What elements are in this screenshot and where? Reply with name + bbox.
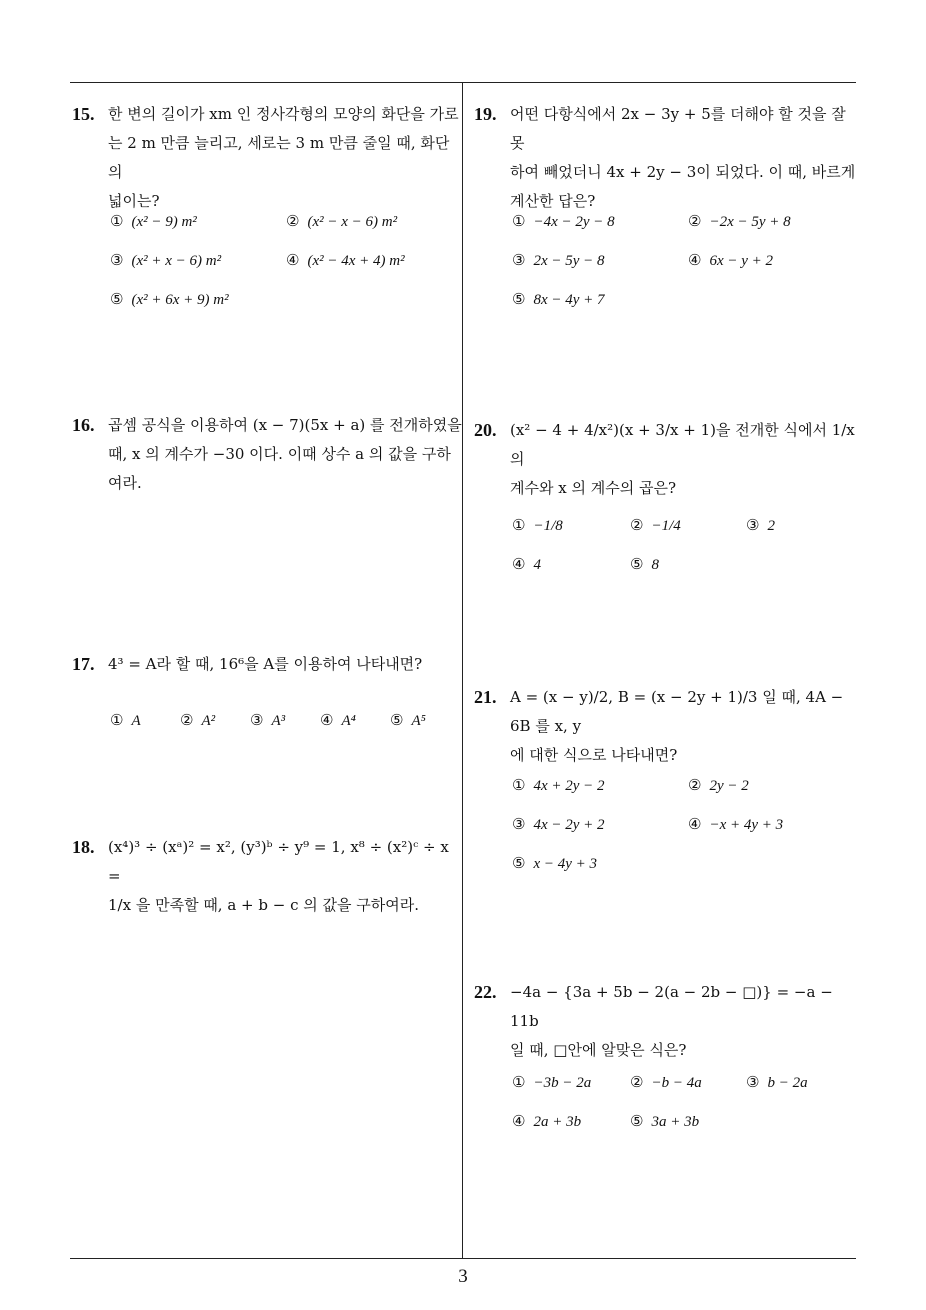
choice-mark: ④ <box>688 251 702 269</box>
question-19 <box>474 100 860 216</box>
top-rule <box>70 82 856 83</box>
option-3[interactable] <box>512 815 605 834</box>
option-4[interactable] <box>688 251 773 270</box>
choice-expression: 2x − 5y − 8 <box>533 253 605 269</box>
choice-expression: −4x − 2y − 8 <box>533 214 615 230</box>
choice-expression: (x² + x − 6) m² <box>131 253 222 269</box>
option-5[interactable] <box>512 290 605 309</box>
choice-expression: A² <box>201 713 216 729</box>
question-18 <box>72 833 462 920</box>
stem-line: 여라. <box>108 474 142 492</box>
stem-line: 1/x 을 만족할 때, a + b − c 의 값을 구하여라. <box>108 896 420 914</box>
option-3[interactable] <box>110 251 221 270</box>
choice-expression: b − 2a <box>767 1075 808 1091</box>
choice-expression: 4x − 2y + 2 <box>533 817 605 833</box>
choice-expression: −1/8 <box>533 518 563 534</box>
option-2[interactable] <box>286 212 397 231</box>
choice-expression: −b − 4a <box>651 1075 702 1091</box>
option-4[interactable] <box>688 815 783 834</box>
question-stem <box>510 416 860 503</box>
question-21 <box>474 683 860 770</box>
option-5[interactable] <box>630 1112 699 1131</box>
choice-mark: ③ <box>746 1073 760 1091</box>
question-15 <box>72 100 462 216</box>
question-number: 17. <box>72 654 95 674</box>
option-1[interactable] <box>512 516 563 535</box>
choice-mark: ⑤ <box>390 711 404 729</box>
choice-mark: ⑤ <box>110 290 124 308</box>
stem-line: 계산한 답은? <box>510 192 596 210</box>
stem-line: (x² − 4 + 4/x²)(x + 3/x + 1)을 전개한 식에서 1/x 의 <box>510 421 855 468</box>
choice-mark: ② <box>630 516 644 534</box>
question-number: 16. <box>72 415 95 435</box>
option-2[interactable] <box>180 711 215 730</box>
choice-expression: 4 <box>533 557 541 573</box>
choice-expression: −3b − 2a <box>533 1075 592 1091</box>
stem-line: 곱셈 공식을 이용하여 (x − 7)(5x + a) 를 전개하였을 <box>108 416 462 434</box>
choice-expression: 3a + 3b <box>651 1114 700 1130</box>
choice-expression: (x² − x − 6) m² <box>307 214 398 230</box>
option-3[interactable] <box>512 251 605 270</box>
stem-line: 한 변의 길이가 xm 인 정사각형의 모양의 화단을 가로 <box>108 105 459 123</box>
choice-expression: −1/4 <box>651 518 681 534</box>
choice-mark: ③ <box>746 516 760 534</box>
bottom-rule <box>70 1258 856 1259</box>
option-2[interactable] <box>630 1073 702 1092</box>
choice-mark: ① <box>512 1073 526 1091</box>
option-5[interactable] <box>110 290 229 309</box>
option-1[interactable] <box>512 212 615 231</box>
question-number: 20. <box>474 420 497 440</box>
choice-expression: 6x − y + 2 <box>709 253 774 269</box>
option-3[interactable] <box>746 1073 808 1092</box>
stem-line: 일 때, □안에 알맞은 식은? <box>510 1041 687 1059</box>
choice-mark: ⑤ <box>512 290 526 308</box>
question-stem <box>108 100 462 216</box>
choice-mark: ⑤ <box>512 854 526 872</box>
question-number: 22. <box>474 982 497 1002</box>
question-stem <box>510 100 860 216</box>
choice-expression: A⁵ <box>411 713 426 729</box>
choice-expression: A <box>131 713 141 729</box>
choice-mark: ③ <box>512 251 526 269</box>
choice-mark: ③ <box>110 251 124 269</box>
option-5[interactable] <box>512 854 597 873</box>
stem-line: 넓이는? <box>108 192 160 210</box>
option-1[interactable] <box>110 212 197 231</box>
choice-mark: ① <box>512 516 526 534</box>
question-20 <box>474 416 860 503</box>
choice-expression: A³ <box>271 713 286 729</box>
option-1[interactable] <box>512 776 605 795</box>
choice-mark: ⑤ <box>630 555 644 573</box>
question-stem <box>108 650 462 679</box>
choice-mark: ④ <box>320 711 334 729</box>
question-17 <box>72 650 462 679</box>
choice-mark: ② <box>286 212 300 230</box>
choice-mark: ① <box>512 212 526 230</box>
choice-expression: 4x + 2y − 2 <box>533 778 605 794</box>
choice-mark: ⑤ <box>630 1112 644 1130</box>
option-2[interactable] <box>630 516 681 535</box>
choice-mark: ① <box>110 212 124 230</box>
question-stem <box>510 683 860 770</box>
question-number: 19. <box>474 104 497 124</box>
option-5[interactable] <box>630 555 659 574</box>
stem-line: 에 대한 식으로 나타내면? <box>510 746 678 764</box>
choice-expression: (x² − 4x + 4) m² <box>307 253 405 269</box>
choice-mark: ② <box>688 212 702 230</box>
page-number: 3 <box>458 1266 468 1287</box>
choice-mark: ④ <box>688 815 702 833</box>
choice-mark: ① <box>110 711 124 729</box>
option-1[interactable] <box>110 711 141 730</box>
column-divider <box>462 82 463 1258</box>
choice-expression: 8 <box>651 557 659 573</box>
stem-line: 4³ = A라 할 때, 16⁶을 A를 이용하여 나타내면? <box>108 655 423 673</box>
stem-line: 계수와 x 의 계수의 곱은? <box>510 479 676 497</box>
choice-expression: A⁴ <box>341 713 356 729</box>
stem-line: 하여 빼었더니 4x + 2y − 3이 되었다. 이 때, 바르게 <box>510 163 856 181</box>
option-5[interactable] <box>390 711 426 730</box>
choice-expression: −2x − 5y + 8 <box>709 214 791 230</box>
choice-expression: 2y − 2 <box>709 778 749 794</box>
choice-mark: ④ <box>512 1112 526 1130</box>
stem-line: −4a − {3a + 5b − 2(a − 2b − □)} = −a − 11b <box>510 983 833 1030</box>
option-4[interactable] <box>512 1112 581 1131</box>
option-4[interactable] <box>286 251 405 270</box>
choice-expression: (x² + 6x + 9) m² <box>131 292 229 308</box>
option-2[interactable] <box>688 212 791 231</box>
option-3[interactable] <box>746 516 775 535</box>
choice-mark: ③ <box>512 815 526 833</box>
choice-expression: 2 <box>767 518 775 534</box>
option-1[interactable] <box>512 1073 591 1092</box>
stem-line: 어떤 다항식에서 2x − 3y + 5를 더해야 할 것을 잘못 <box>510 105 846 152</box>
question-16 <box>72 411 462 498</box>
question-stem <box>108 833 462 920</box>
option-3[interactable] <box>250 711 285 730</box>
option-4[interactable] <box>512 555 541 574</box>
choice-mark: ② <box>688 776 702 794</box>
choice-mark: ③ <box>250 711 264 729</box>
question-number: 15. <box>72 104 95 124</box>
choice-expression: 2a + 3b <box>533 1114 582 1130</box>
choice-mark: ④ <box>286 251 300 269</box>
option-4[interactable] <box>320 711 356 730</box>
question-number: 21. <box>474 687 497 707</box>
stem-line: 는 2 m 만큼 늘리고, 세로는 3 m 만큼 줄일 때, 화단의 <box>108 134 450 181</box>
question-stem <box>108 411 462 498</box>
question-stem <box>510 978 860 1065</box>
choice-mark: ④ <box>512 555 526 573</box>
question-number: 18. <box>72 837 95 857</box>
stem-line: A = (x − y)/2, B = (x − 2y + 1)/3 일 때, 4A − 6B 를 x, y <box>510 688 844 735</box>
choice-expression: −x + 4y + 3 <box>709 817 784 833</box>
choice-expression: x − 4y + 3 <box>533 856 598 872</box>
option-2[interactable] <box>688 776 749 795</box>
stem-line: (x⁴)³ ÷ (xᵃ)² = x², (y³)ᵇ ÷ y⁹ = 1, x⁸ ÷ (x²)ᶜ ÷ x = <box>108 838 449 885</box>
choice-expression: 8x − 4y + 7 <box>533 292 605 308</box>
choice-expression: (x² − 9) m² <box>131 214 197 230</box>
choice-mark: ① <box>512 776 526 794</box>
question-22 <box>474 978 860 1065</box>
choice-mark: ② <box>630 1073 644 1091</box>
stem-line: 때, x 의 계수가 −30 이다. 이때 상수 a 의 값을 구하 <box>108 445 451 463</box>
choice-mark: ② <box>180 711 194 729</box>
